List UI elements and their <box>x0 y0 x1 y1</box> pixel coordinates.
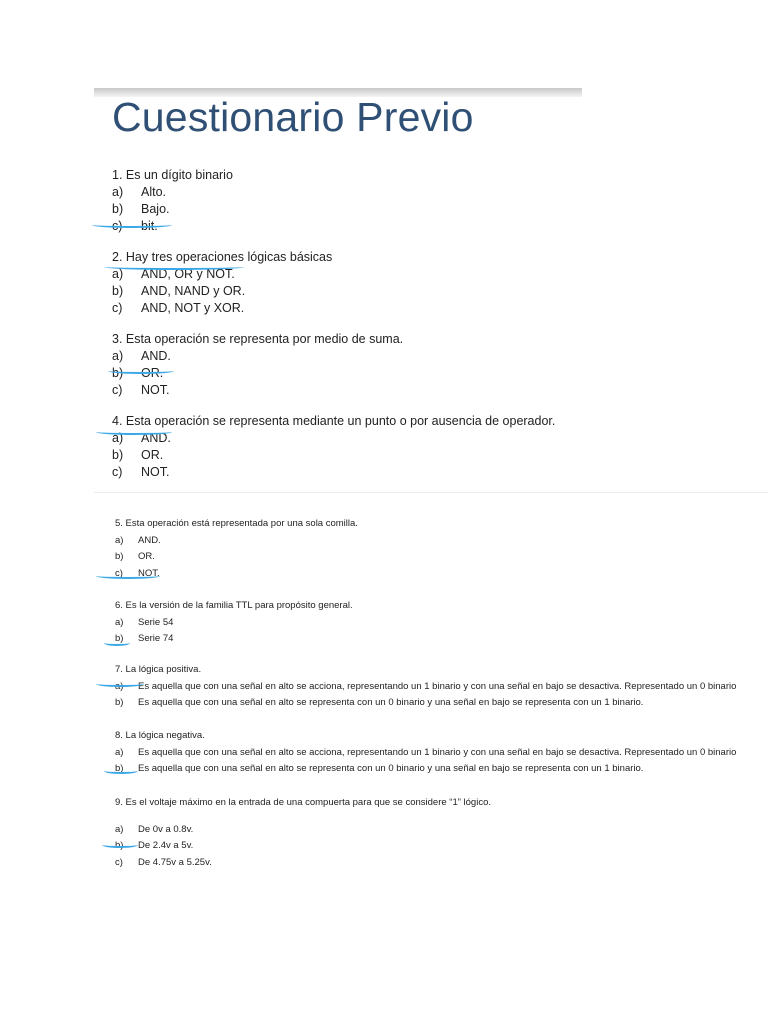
question-text: 3. Esta operación se representa por medio de suma. <box>112 332 404 346</box>
option-c: c) NOT. <box>115 567 160 579</box>
question-7 <box>115 662 736 712</box>
question-text: 8. La lógica negativa. <box>115 730 205 741</box>
option-b: b) OR. <box>115 551 155 562</box>
option-c: c) NOT. <box>112 383 170 397</box>
question-text: 1. Es un dígito binario <box>112 168 233 182</box>
question-text: 5. Esta operación está representada por una sola comilla. <box>115 518 358 529</box>
question-4 <box>112 413 555 481</box>
option-b: b) Es aquella que con una señal en alto se representa con un 0 binario y una señal en bajo se representa con un 1 binario. <box>115 697 644 708</box>
answer-highlight-mark <box>104 264 244 270</box>
answer-highlight-mark <box>104 768 138 774</box>
question-text: 2. Hay tres operaciones lógicas básicas <box>112 250 333 264</box>
question-2 <box>112 249 332 317</box>
option-a: a) AND. <box>112 349 171 363</box>
answer-highlight-mark <box>92 222 172 228</box>
answer-highlight-mark <box>96 573 160 579</box>
question-text: 6. Es la versión de la familia TTL para propósito general. <box>115 600 353 611</box>
option-a: a) De 0v a 0.8v. <box>115 823 194 835</box>
option-c: c) bit. <box>112 219 158 233</box>
question-text: 9. Es el voltaje máximo en la entrada de una compuerta para que se considere “1” lógico. <box>115 797 491 808</box>
answer-highlight-mark <box>108 368 174 374</box>
answer-highlight-mark <box>96 681 144 687</box>
question-6 <box>115 598 353 648</box>
option-b: b) Serie 74 <box>115 633 174 644</box>
option-b: b) De 2.4v a 5v. <box>115 840 194 851</box>
question-9 <box>115 795 491 871</box>
option-a: a) Serie 54 <box>115 616 174 628</box>
option-b: b) AND, NAND y OR. <box>112 284 246 298</box>
option-a: a) AND, OR y NOT. <box>112 267 235 281</box>
answer-highlight-mark <box>104 640 130 646</box>
option-a: a) Es aquella que con una señal en alto se acciona, representando un 1 binario y con una señal en bajo se desactiva. Representado un 0 binario <box>115 746 737 758</box>
option-b: b) OR. <box>112 366 164 380</box>
page-title: Cuestionario Previo <box>112 94 474 140</box>
option-c: c) De 4.75v a 5.25v. <box>115 856 212 868</box>
question-text: 7. La lógica positiva. <box>115 664 202 675</box>
option-a: a) AND. <box>112 431 171 445</box>
answer-highlight-mark <box>102 842 138 848</box>
question-8 <box>115 728 736 778</box>
question-3 <box>112 331 403 399</box>
page-divider <box>94 492 768 493</box>
question-text: 4. Esta operación se representa mediante un punto o por ausencia de operador. <box>112 414 556 428</box>
answer-highlight-mark <box>96 429 172 435</box>
question-5 <box>115 516 358 582</box>
option-b: b) Es aquella que con una señal en alto se representa con un 0 binario y una señal en bajo se representa con un 1 binario. <box>115 763 644 774</box>
option-c: c) AND, NOT y XOR. <box>112 301 245 315</box>
option-a: a) Alto. <box>112 185 167 199</box>
option-a: a) Es aquella que con una señal en alto se acciona, representando un 1 binario y con una señal en bajo se desactiva. Representado un 0 binario <box>115 680 737 692</box>
option-a: a) AND. <box>115 534 161 546</box>
option-b: b) OR. <box>112 448 164 462</box>
option-c: c) NOT. <box>112 465 170 479</box>
option-b: b) Bajo. <box>112 202 170 216</box>
